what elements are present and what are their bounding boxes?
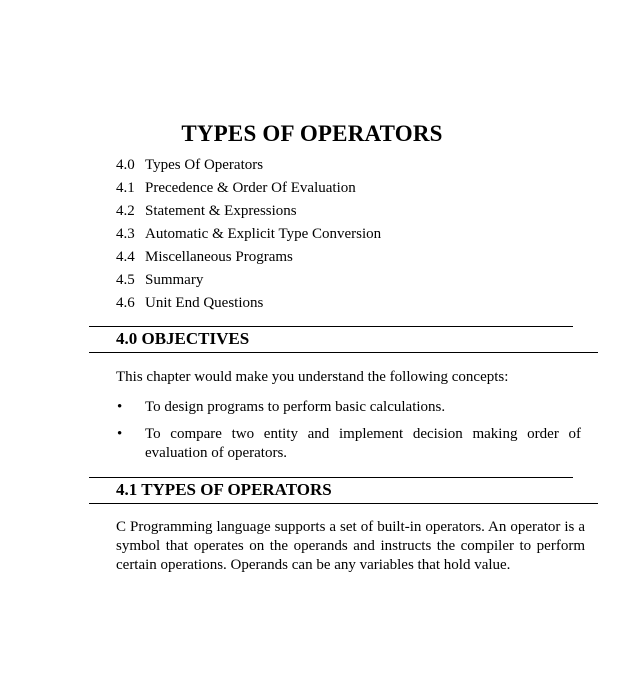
toc-item-number: 4.0 bbox=[116, 157, 135, 173]
toc-item bbox=[116, 270, 381, 293]
bullet-icon: • bbox=[117, 399, 123, 415]
objectives-heading: 4.0 OBJECTIVES bbox=[116, 329, 250, 348]
toc-item-label: Summary bbox=[145, 272, 204, 288]
section-divider-top bbox=[89, 477, 573, 478]
toc-item bbox=[116, 201, 381, 224]
toc-item-label: Miscellaneous Programs bbox=[145, 249, 293, 265]
toc-item-number: 4.2 bbox=[116, 203, 135, 219]
toc-item-number: 4.1 bbox=[116, 180, 135, 196]
bullet-icon: • bbox=[117, 426, 123, 442]
page-title: TYPES OF OPERATORS bbox=[181, 121, 443, 146]
toc-item bbox=[116, 224, 381, 247]
toc-item-label: Unit End Questions bbox=[145, 295, 264, 311]
toc-item-number: 4.4 bbox=[116, 249, 135, 265]
types-heading: 4.1 TYPES OF OPERATORS bbox=[116, 480, 332, 499]
section-divider-top bbox=[89, 326, 573, 327]
toc-item-label: Automatic & Explicit Type Conversion bbox=[145, 226, 382, 242]
section-divider-bottom bbox=[89, 352, 598, 353]
table-of-contents bbox=[116, 155, 381, 316]
toc-item-number: 4.5 bbox=[116, 272, 135, 288]
toc-item-label: Statement & Expressions bbox=[145, 203, 297, 219]
objectives-list bbox=[116, 398, 581, 471]
list-item-text: To design programs to perform basic calculations. bbox=[145, 399, 446, 415]
list-item bbox=[116, 398, 581, 417]
toc-item bbox=[116, 293, 381, 316]
list-item-text: To compare two entity and implement decision making order of evaluation of operators. bbox=[145, 426, 581, 461]
toc-item bbox=[116, 247, 381, 270]
types-paragraph: C Programming language supports a set of built-in operators. An operator is a symbol that operates on the operands and instructs the compiler to perform certain operations. Operands can be any variables that hold value. bbox=[116, 519, 585, 573]
toc-item-label: Types Of Operators bbox=[145, 157, 264, 173]
objectives-intro: This chapter would make you understand the following concepts: bbox=[116, 369, 509, 385]
toc-item bbox=[116, 155, 381, 178]
toc-item-label: Precedence & Order Of Evaluation bbox=[145, 180, 356, 196]
toc-item bbox=[116, 178, 381, 201]
section-divider-bottom bbox=[89, 503, 598, 504]
list-item bbox=[116, 425, 581, 463]
toc-item-number: 4.6 bbox=[116, 295, 135, 311]
toc-item-number: 4.3 bbox=[116, 226, 135, 242]
